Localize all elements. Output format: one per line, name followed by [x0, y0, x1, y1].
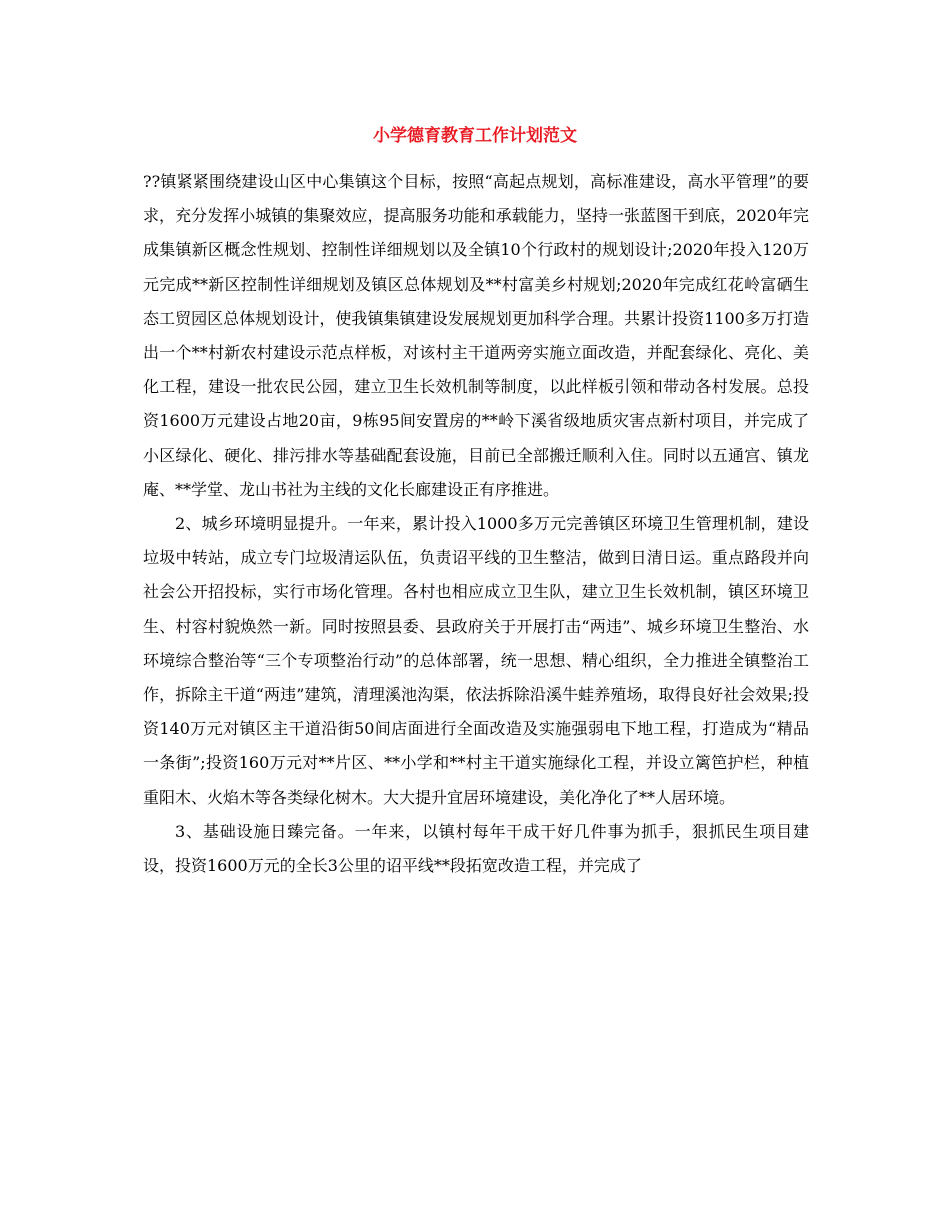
paragraph-intro: ??镇紧紧围绕建设山区中心集镇这个目标，按照“高起点规划，高标准建设，高水平管理”的要求，充分发挥小城镇的集聚效应，提高服务功能和承载能力，坚持一张蓝图干到底，2020年完成集镇新区概念性规划、控制性详细规划以及全镇10个行政村的规划设计;2020年投入120万元完成**新区控制性详细规划及镇区总体规划及**村富美乡村规划;2020年完成红花岭富硒生态工贸园区总体规划设计，使我镇集镇建设发展规划更加科学合理。共累计投资1100多万打造出一个**村新农村建设示范点样板，对该村主干道两旁实施立面改造，并配套绿化、亮化、美化工程，建设一批农民公园，建立卫生长效机制等制度，以此样板引领和带动各村发展。总投资1600万元建设占地20亩，9栋95间安置房的**岭下溪省级地质灾害点新村项目，并完成了小区绿化、硬化、排污排水等基础配套设施，目前已全部搬迁顺利入住。同时以五通宫、镇龙庵、**学堂、龙山书社为主线的文化长廊建设正有序推进。: [143, 172, 809, 499]
document-title: 小学德育教育工作计划范文: [373, 126, 577, 146]
paragraph-infrastructure: 3、基础设施日臻完备。一年来，以镇村每年干成干好几件事为抓手，狠抓民生项目建设，投资1600万元的全长3公里的诏平线**段拓宽改造工程，并完成了: [143, 821, 809, 876]
document-body: [143, 165, 809, 883]
paragraph-environment: 2、城乡环境明显提升。一年来，累计投入1000多万元完善镇区环境卫生管理机制，建设垃圾中转站，成立专门垃圾清运队伍，负责诏平线的卫生整洁，做到日清日运。重点路段并向社会公开招投标，实行市场化管理。各村也相应成立卫生队，建立卫生长效机制，镇区环境卫生、村容村貌焕然一新。同时按照县委、县政府关于开展打击“两违”、城乡环境卫生整治、水环境综合整治等“三个专项整治行动”的总体部署，统一思想、精心组织，全力推进全镇整治工作，拆除主干道“两违”建筑，清理溪池沟渠，依法拆除沿溪牛蛙养殖场，取得良好社会效果;投资140万元对镇区主干道沿街50间店面进行全面改造及实施强弱电下地工程，打造成为“精品一条街”;投资160万元对**片区、**小学和**村主干道实施绿化工程，并设立篱笆护栏，种植重阳木、火焰木等各类绿化树木。大大提升宜居环境建设，美化净化了**人居环境。: [143, 514, 809, 807]
